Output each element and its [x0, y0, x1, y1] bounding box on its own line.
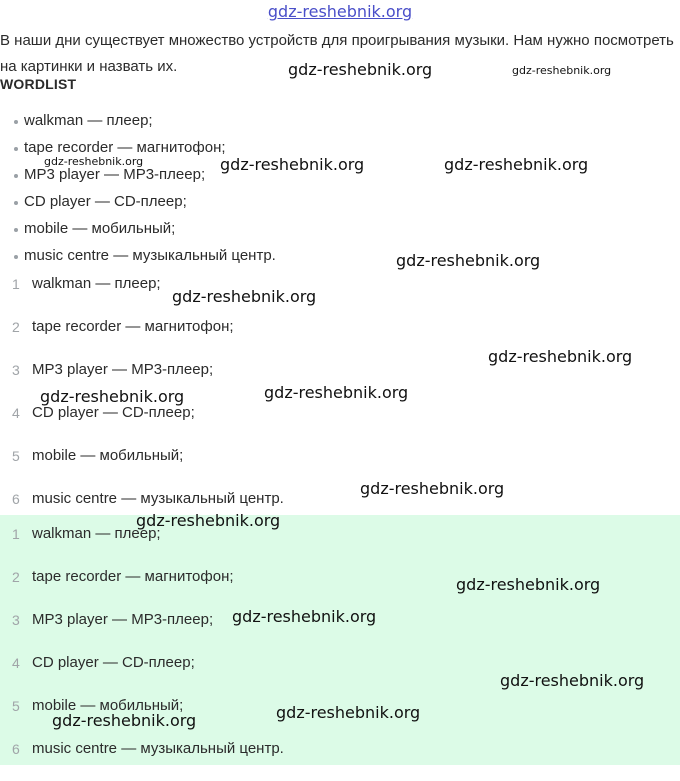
item-text: music centre — музыкальный центр.	[32, 740, 284, 757]
item-text: tape recorder — магнитофон;	[32, 318, 234, 335]
watermark: gdz-reshebnik.org	[512, 64, 612, 77]
watermark: gdz-reshebnik.org	[40, 387, 185, 406]
watermark: gdz-reshebnik.org	[52, 711, 197, 730]
watermark: gdz-reshebnik.org	[396, 251, 541, 270]
item-number: 3	[12, 362, 20, 378]
item-number: 5	[12, 698, 20, 714]
wordlist-item: CD player — CD-плеер;	[0, 191, 276, 218]
list-item	[0, 402, 680, 445]
list-item	[0, 445, 680, 488]
watermark: gdz-reshebnik.org	[288, 60, 433, 79]
item-text: mobile — мобильный;	[32, 697, 184, 714]
wordlist-item: music centre — музыкальный центр.	[0, 245, 276, 272]
item-text: MP3 player — MP3-плеер;	[32, 361, 214, 378]
watermark: gdz-reshebnik.org	[44, 155, 144, 168]
item-text: walkman — плеер;	[32, 525, 161, 542]
wordlist	[0, 110, 276, 272]
item-number: 2	[12, 569, 20, 585]
item-text: CD player — CD-плеер;	[32, 654, 195, 671]
numbered-list-two	[0, 523, 680, 781]
item-number: 2	[12, 319, 20, 335]
item-text: walkman — плеер;	[32, 275, 161, 292]
watermark: gdz-reshebnik.org	[136, 511, 281, 530]
item-number: 4	[12, 655, 20, 671]
intro-text: В наши дни существует множество устройств для проигрывания музыки. Нам нужно посмотреть на картинки и назвать их.	[0, 32, 674, 75]
watermark: gdz-reshebnik.org	[232, 607, 377, 626]
watermark: gdz-reshebnik.org	[276, 703, 421, 722]
item-text: CD player — CD-плеер;	[32, 404, 195, 421]
list-item	[0, 738, 680, 781]
item-number: 6	[12, 741, 20, 757]
item-number: 1	[12, 276, 20, 292]
wordlist-item: walkman — плеер;	[0, 110, 276, 137]
item-number: 3	[12, 612, 20, 628]
watermark: gdz-reshebnik.org	[456, 575, 601, 594]
item-text: music centre — музыкальный центр.	[32, 490, 284, 507]
watermark: gdz-reshebnik.org	[172, 287, 317, 306]
watermark: gdz-reshebnik.org	[488, 347, 633, 366]
wordlist-item: MP3 player — MP3-плеер;	[0, 164, 276, 191]
watermark: gdz-reshebnik.org	[500, 671, 645, 690]
item-number: 5	[12, 448, 20, 464]
wordlist-item: tape recorder — магнитофон;	[0, 137, 276, 164]
site-header-link[interactable]: gdz-reshebnik.org	[267, 2, 413, 21]
list-item	[0, 273, 680, 316]
item-text: tape recorder — магнитофон;	[32, 568, 234, 585]
item-text: mobile — мобильный;	[32, 447, 184, 464]
item-number: 6	[12, 491, 20, 507]
watermark: gdz-reshebnik.org	[360, 479, 505, 498]
watermark: gdz-reshebnik.org	[220, 155, 365, 174]
watermark: gdz-reshebnik.org	[444, 155, 589, 174]
item-text: MP3 player — MP3-плеер;	[32, 611, 214, 628]
list-item	[0, 523, 680, 566]
item-number: 4	[12, 405, 20, 421]
wordlist-item: mobile — мобильный;	[0, 218, 276, 245]
item-number: 1	[12, 526, 20, 542]
wordlist-title: WORDLIST	[0, 76, 77, 92]
watermark: gdz-reshebnik.org	[264, 383, 409, 402]
